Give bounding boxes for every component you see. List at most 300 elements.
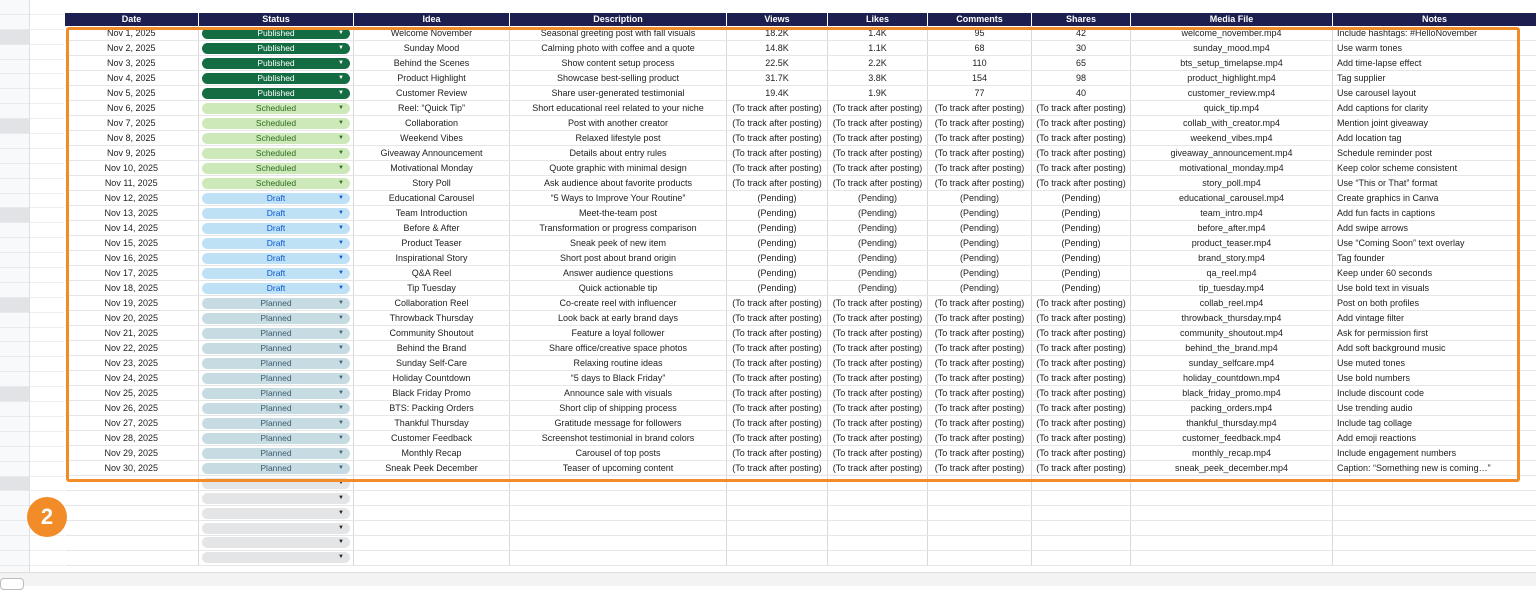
dropdown-arrow-icon[interactable]: ▼ (338, 373, 344, 384)
comments-cell[interactable]: (To track after posting) (928, 326, 1032, 341)
empty-cell[interactable] (1131, 476, 1333, 491)
comments-cell[interactable]: (To track after posting) (928, 416, 1032, 431)
status-cell[interactable] (199, 251, 354, 266)
empty-cell[interactable] (65, 506, 199, 521)
empty-cell[interactable] (928, 476, 1032, 491)
dropdown-arrow-icon[interactable]: ▼ (338, 103, 344, 114)
status-cell[interactable] (199, 116, 354, 131)
comments-cell[interactable]: (Pending) (928, 206, 1032, 221)
dropdown-arrow-icon[interactable]: ▼ (338, 118, 344, 129)
shares-cell[interactable]: (Pending) (1032, 206, 1131, 221)
description-cell[interactable]: Calming photo with coffee and a quote (510, 41, 727, 56)
idea-cell[interactable]: Reel: “Quick Tip” (354, 101, 510, 116)
comments-cell[interactable]: (Pending) (928, 221, 1032, 236)
date-cell[interactable]: Nov 29, 2025 (65, 446, 199, 461)
empty-cell[interactable] (727, 491, 828, 506)
media-file-cell[interactable]: product_highlight.mp4 (1131, 71, 1333, 86)
views-cell[interactable]: (Pending) (727, 191, 828, 206)
empty-cell[interactable] (1032, 476, 1131, 491)
shares-cell[interactable]: (To track after posting) (1032, 296, 1131, 311)
status-dropdown[interactable] (202, 58, 350, 69)
shares-cell[interactable]: (Pending) (1032, 251, 1131, 266)
views-cell[interactable]: (To track after posting) (727, 311, 828, 326)
likes-cell[interactable]: (To track after posting) (828, 401, 928, 416)
notes-cell[interactable]: Tag supplier (1333, 71, 1536, 86)
idea-cell[interactable]: Holiday Countdown (354, 371, 510, 386)
shares-cell[interactable]: (To track after posting) (1032, 416, 1131, 431)
status-cell[interactable] (199, 56, 354, 71)
shares-cell[interactable]: (Pending) (1032, 191, 1131, 206)
views-cell[interactable]: (To track after posting) (727, 176, 828, 191)
status-cell[interactable] (199, 236, 354, 251)
description-cell[interactable]: Teaser of upcoming content (510, 461, 727, 476)
date-cell[interactable]: Nov 16, 2025 (65, 251, 199, 266)
comments-cell[interactable]: (To track after posting) (928, 131, 1032, 146)
media-file-cell[interactable]: quick_tip.mp4 (1131, 101, 1333, 116)
idea-cell[interactable]: Tip Tuesday (354, 281, 510, 296)
shares-cell[interactable]: (Pending) (1032, 221, 1131, 236)
empty-cell[interactable] (828, 550, 928, 565)
description-cell[interactable]: Carousel of top posts (510, 446, 727, 461)
media-file-cell[interactable]: black_friday_promo.mp4 (1131, 386, 1333, 401)
status-dropdown[interactable] (202, 388, 350, 399)
likes-cell[interactable]: (To track after posting) (828, 311, 928, 326)
column-header-comments[interactable]: Comments (928, 13, 1032, 26)
empty-cell[interactable] (199, 476, 354, 491)
status-dropdown[interactable] (202, 28, 350, 39)
empty-cell[interactable] (510, 521, 727, 536)
views-cell[interactable]: (To track after posting) (727, 386, 828, 401)
media-file-cell[interactable]: brand_story.mp4 (1131, 251, 1333, 266)
status-dropdown[interactable] (202, 552, 350, 563)
date-cell[interactable]: Nov 11, 2025 (65, 176, 199, 191)
date-cell[interactable]: Nov 12, 2025 (65, 191, 199, 206)
empty-cell[interactable] (828, 535, 928, 550)
shares-cell[interactable]: (To track after posting) (1032, 311, 1131, 326)
empty-cell[interactable] (1333, 476, 1536, 491)
idea-cell[interactable]: Motivational Monday (354, 161, 510, 176)
column-header-notes[interactable]: Notes (1333, 13, 1536, 26)
empty-cell[interactable] (510, 550, 727, 565)
description-cell[interactable]: Share user-generated testimonial (510, 86, 727, 101)
media-file-cell[interactable]: bts_setup_timelapse.mp4 (1131, 56, 1333, 71)
empty-cell[interactable] (354, 476, 510, 491)
status-dropdown[interactable] (202, 523, 350, 534)
shares-cell[interactable]: (To track after posting) (1032, 401, 1131, 416)
status-cell[interactable] (199, 401, 354, 416)
likes-cell[interactable]: (To track after posting) (828, 356, 928, 371)
media-file-cell[interactable]: customer_feedback.mp4 (1131, 431, 1333, 446)
status-cell[interactable] (199, 341, 354, 356)
status-cell[interactable] (199, 86, 354, 101)
idea-cell[interactable]: Collaboration (354, 116, 510, 131)
empty-cell[interactable] (928, 535, 1032, 550)
dropdown-arrow-icon[interactable]: ▼ (338, 28, 344, 39)
views-cell[interactable]: 19.4K (727, 86, 828, 101)
status-dropdown[interactable] (202, 103, 350, 114)
dropdown-arrow-icon[interactable]: ▼ (338, 433, 344, 444)
likes-cell[interactable]: (To track after posting) (828, 326, 928, 341)
views-cell[interactable]: (Pending) (727, 236, 828, 251)
comments-cell[interactable]: 154 (928, 71, 1032, 86)
status-cell[interactable] (199, 266, 354, 281)
status-dropdown[interactable] (202, 163, 350, 174)
likes-cell[interactable]: 1.4K (828, 26, 928, 41)
comments-cell[interactable]: (To track after posting) (928, 356, 1032, 371)
status-dropdown[interactable] (202, 43, 350, 54)
likes-cell[interactable]: (Pending) (828, 251, 928, 266)
media-file-cell[interactable]: collab_reel.mp4 (1131, 296, 1333, 311)
status-dropdown[interactable] (202, 73, 350, 84)
date-cell[interactable]: Nov 14, 2025 (65, 221, 199, 236)
notes-cell[interactable]: Include discount code (1333, 386, 1536, 401)
date-cell[interactable]: Nov 27, 2025 (65, 416, 199, 431)
empty-cell[interactable] (828, 491, 928, 506)
status-dropdown[interactable] (202, 88, 350, 99)
status-cell[interactable] (199, 371, 354, 386)
date-cell[interactable]: Nov 9, 2025 (65, 146, 199, 161)
status-dropdown[interactable] (202, 298, 350, 309)
notes-cell[interactable]: Add time-lapse effect (1333, 56, 1536, 71)
status-cell[interactable] (199, 101, 354, 116)
column-header-likes[interactable]: Likes (828, 13, 928, 26)
views-cell[interactable]: (To track after posting) (727, 326, 828, 341)
views-cell[interactable]: (Pending) (727, 266, 828, 281)
status-dropdown[interactable] (202, 253, 350, 264)
status-dropdown[interactable] (202, 433, 350, 444)
views-cell[interactable]: (To track after posting) (727, 161, 828, 176)
idea-cell[interactable]: Before & After (354, 221, 510, 236)
idea-cell[interactable]: Black Friday Promo (354, 386, 510, 401)
media-file-cell[interactable]: sunday_selfcare.mp4 (1131, 356, 1333, 371)
dropdown-arrow-icon[interactable]: ▼ (338, 193, 344, 204)
notes-cell[interactable]: Use carousel layout (1333, 86, 1536, 101)
description-cell[interactable]: Co-create reel with influencer (510, 296, 727, 311)
idea-cell[interactable]: Welcome November (354, 26, 510, 41)
comments-cell[interactable]: (Pending) (928, 191, 1032, 206)
empty-cell[interactable] (1032, 506, 1131, 521)
idea-cell[interactable]: Community Shoutout (354, 326, 510, 341)
idea-cell[interactable]: Monthly Recap (354, 446, 510, 461)
notes-cell[interactable]: Use trending audio (1333, 401, 1536, 416)
description-cell[interactable]: Gratitude message for followers (510, 416, 727, 431)
views-cell[interactable]: 31.7K (727, 71, 828, 86)
status-dropdown[interactable] (202, 373, 350, 384)
shares-cell[interactable]: (To track after posting) (1032, 131, 1131, 146)
dropdown-arrow-icon[interactable]: ▼ (338, 388, 344, 399)
date-cell[interactable]: Nov 22, 2025 (65, 341, 199, 356)
media-file-cell[interactable]: packing_orders.mp4 (1131, 401, 1333, 416)
empty-cell[interactable] (65, 535, 199, 550)
description-cell[interactable]: Screenshot testimonial in brand colors (510, 431, 727, 446)
shares-cell[interactable]: (To track after posting) (1032, 146, 1131, 161)
status-cell[interactable] (199, 416, 354, 431)
likes-cell[interactable]: (Pending) (828, 221, 928, 236)
likes-cell[interactable]: (To track after posting) (828, 386, 928, 401)
views-cell[interactable]: (To track after posting) (727, 341, 828, 356)
empty-cell[interactable] (727, 476, 828, 491)
empty-cell[interactable] (828, 506, 928, 521)
empty-cell[interactable] (1333, 506, 1536, 521)
empty-cell[interactable] (65, 521, 199, 536)
dropdown-arrow-icon[interactable]: ▼ (338, 253, 344, 264)
comments-cell[interactable]: (To track after posting) (928, 101, 1032, 116)
comments-cell[interactable]: (To track after posting) (928, 296, 1032, 311)
notes-cell[interactable]: Use “Coming Soon” text overlay (1333, 236, 1536, 251)
likes-cell[interactable]: (To track after posting) (828, 176, 928, 191)
comments-cell[interactable]: (To track after posting) (928, 311, 1032, 326)
views-cell[interactable]: (To track after posting) (727, 101, 828, 116)
comments-cell[interactable]: (To track after posting) (928, 146, 1032, 161)
description-cell[interactable]: Short clip of shipping process (510, 401, 727, 416)
date-cell[interactable]: Nov 18, 2025 (65, 281, 199, 296)
idea-cell[interactable]: Customer Feedback (354, 431, 510, 446)
empty-cell[interactable] (354, 535, 510, 550)
likes-cell[interactable]: (To track after posting) (828, 431, 928, 446)
date-cell[interactable]: Nov 3, 2025 (65, 56, 199, 71)
shares-cell[interactable]: (To track after posting) (1032, 386, 1131, 401)
date-cell[interactable]: Nov 5, 2025 (65, 86, 199, 101)
status-cell[interactable] (199, 71, 354, 86)
shares-cell[interactable]: (To track after posting) (1032, 371, 1131, 386)
sheet-tab-button[interactable] (0, 578, 24, 590)
notes-cell[interactable]: Create graphics in Canva (1333, 191, 1536, 206)
views-cell[interactable]: (To track after posting) (727, 371, 828, 386)
status-dropdown[interactable] (202, 463, 350, 474)
views-cell[interactable]: (To track after posting) (727, 431, 828, 446)
empty-cell[interactable] (727, 550, 828, 565)
views-cell[interactable]: (To track after posting) (727, 116, 828, 131)
empty-cell[interactable] (928, 506, 1032, 521)
dropdown-arrow-icon[interactable]: ▼ (338, 268, 344, 279)
description-cell[interactable]: Sneak peek of new item (510, 236, 727, 251)
comments-cell[interactable]: (To track after posting) (928, 341, 1032, 356)
column-header-media-file[interactable]: Media File (1131, 13, 1333, 26)
notes-cell[interactable]: Add vintage filter (1333, 311, 1536, 326)
shares-cell[interactable]: (Pending) (1032, 266, 1131, 281)
shares-cell[interactable]: (To track after posting) (1032, 101, 1131, 116)
media-file-cell[interactable]: throwback_thursday.mp4 (1131, 311, 1333, 326)
dropdown-arrow-icon[interactable]: ▼ (338, 178, 344, 189)
notes-cell[interactable]: Use bold text in visuals (1333, 281, 1536, 296)
empty-cell[interactable] (65, 550, 199, 565)
likes-cell[interactable]: (Pending) (828, 281, 928, 296)
date-cell[interactable]: Nov 15, 2025 (65, 236, 199, 251)
notes-cell[interactable]: Add location tag (1333, 131, 1536, 146)
empty-cell[interactable] (1032, 535, 1131, 550)
empty-cell[interactable] (1333, 521, 1536, 536)
status-cell[interactable] (199, 386, 354, 401)
notes-cell[interactable]: Add fun facts in captions (1333, 206, 1536, 221)
idea-cell[interactable]: Giveaway Announcement (354, 146, 510, 161)
comments-cell[interactable]: (Pending) (928, 266, 1032, 281)
comments-cell[interactable]: (Pending) (928, 236, 1032, 251)
status-cell[interactable] (199, 281, 354, 296)
likes-cell[interactable]: (To track after posting) (828, 341, 928, 356)
empty-cell[interactable] (727, 506, 828, 521)
likes-cell[interactable]: (To track after posting) (828, 116, 928, 131)
status-cell[interactable] (199, 191, 354, 206)
likes-cell[interactable]: (Pending) (828, 191, 928, 206)
status-dropdown[interactable] (202, 358, 350, 369)
description-cell[interactable]: Look back at early brand days (510, 311, 727, 326)
likes-cell[interactable]: (To track after posting) (828, 371, 928, 386)
shares-cell[interactable]: (To track after posting) (1032, 116, 1131, 131)
comments-cell[interactable]: (To track after posting) (928, 116, 1032, 131)
notes-cell[interactable]: Tag founder (1333, 251, 1536, 266)
comments-cell[interactable]: (To track after posting) (928, 176, 1032, 191)
media-file-cell[interactable]: behind_the_brand.mp4 (1131, 341, 1333, 356)
idea-cell[interactable]: Sunday Mood (354, 41, 510, 56)
description-cell[interactable]: Meet-the-team post (510, 206, 727, 221)
media-file-cell[interactable]: motivational_monday.mp4 (1131, 161, 1333, 176)
views-cell[interactable]: (To track after posting) (727, 461, 828, 476)
date-cell[interactable]: Nov 6, 2025 (65, 101, 199, 116)
empty-cell[interactable] (828, 521, 928, 536)
description-cell[interactable]: Post with another creator (510, 116, 727, 131)
status-cell[interactable] (199, 356, 354, 371)
status-dropdown[interactable] (202, 223, 350, 234)
shares-cell[interactable]: 65 (1032, 56, 1131, 71)
dropdown-arrow-icon[interactable]: ▼ (338, 313, 344, 324)
views-cell[interactable]: (To track after posting) (727, 416, 828, 431)
description-cell[interactable]: Relaxing routine ideas (510, 356, 727, 371)
comments-cell[interactable]: (To track after posting) (928, 386, 1032, 401)
column-header-views[interactable]: Views (727, 13, 828, 26)
date-cell[interactable]: Nov 25, 2025 (65, 386, 199, 401)
empty-cell[interactable] (65, 476, 199, 491)
status-cell[interactable] (199, 176, 354, 191)
media-file-cell[interactable]: story_poll.mp4 (1131, 176, 1333, 191)
likes-cell[interactable]: 2.2K (828, 56, 928, 71)
description-cell[interactable]: Showcase best-selling product (510, 71, 727, 86)
notes-cell[interactable]: Add emoji reactions (1333, 431, 1536, 446)
idea-cell[interactable]: Sunday Self-Care (354, 356, 510, 371)
views-cell[interactable]: (Pending) (727, 206, 828, 221)
status-dropdown[interactable] (202, 283, 350, 294)
date-cell[interactable]: Nov 20, 2025 (65, 311, 199, 326)
status-cell[interactable] (199, 161, 354, 176)
status-dropdown[interactable] (202, 478, 350, 489)
idea-cell[interactable]: Sneak Peek December (354, 461, 510, 476)
notes-cell[interactable]: Add captions for clarity (1333, 101, 1536, 116)
empty-cell[interactable] (1131, 550, 1333, 565)
media-file-cell[interactable]: collab_with_creator.mp4 (1131, 116, 1333, 131)
comments-cell[interactable]: (Pending) (928, 281, 1032, 296)
shares-cell[interactable]: 30 (1032, 41, 1131, 56)
comments-cell[interactable]: 68 (928, 41, 1032, 56)
date-cell[interactable]: Nov 7, 2025 (65, 116, 199, 131)
shares-cell[interactable]: (To track after posting) (1032, 176, 1131, 191)
empty-cell[interactable] (199, 491, 354, 506)
likes-cell[interactable]: (To track after posting) (828, 296, 928, 311)
notes-cell[interactable]: Keep color scheme consistent (1333, 161, 1536, 176)
views-cell[interactable]: (To track after posting) (727, 131, 828, 146)
idea-cell[interactable]: Thankful Thursday (354, 416, 510, 431)
notes-cell[interactable]: Use bold numbers (1333, 371, 1536, 386)
status-cell[interactable] (199, 221, 354, 236)
notes-cell[interactable]: Include hashtags: #HelloNovember (1333, 26, 1536, 41)
likes-cell[interactable]: (To track after posting) (828, 146, 928, 161)
views-cell[interactable]: (To track after posting) (727, 446, 828, 461)
empty-cell[interactable] (727, 521, 828, 536)
empty-cell[interactable] (1131, 535, 1333, 550)
notes-cell[interactable]: Post on both profiles (1333, 296, 1536, 311)
dropdown-arrow-icon[interactable]: ▼ (338, 88, 344, 99)
comments-cell[interactable]: (Pending) (928, 251, 1032, 266)
column-header-shares[interactable]: Shares (1032, 13, 1131, 26)
shares-cell[interactable]: 40 (1032, 86, 1131, 101)
empty-cell[interactable] (199, 521, 354, 536)
likes-cell[interactable]: (Pending) (828, 266, 928, 281)
status-dropdown[interactable] (202, 148, 350, 159)
description-cell[interactable]: Feature a loyal follower (510, 326, 727, 341)
status-dropdown[interactable] (202, 238, 350, 249)
column-header-description[interactable]: Description (510, 13, 727, 26)
idea-cell[interactable]: Story Poll (354, 176, 510, 191)
shares-cell[interactable]: (Pending) (1032, 281, 1131, 296)
comments-cell[interactable]: (To track after posting) (928, 431, 1032, 446)
media-file-cell[interactable]: before_after.mp4 (1131, 221, 1333, 236)
status-dropdown[interactable] (202, 208, 350, 219)
status-dropdown[interactable] (202, 493, 350, 504)
date-cell[interactable]: Nov 17, 2025 (65, 266, 199, 281)
status-cell[interactable] (199, 41, 354, 56)
media-file-cell[interactable]: sneak_peek_december.mp4 (1131, 461, 1333, 476)
date-cell[interactable]: Nov 23, 2025 (65, 356, 199, 371)
media-file-cell[interactable]: monthly_recap.mp4 (1131, 446, 1333, 461)
dropdown-arrow-icon[interactable]: ▼ (338, 523, 344, 534)
dropdown-arrow-icon[interactable]: ▼ (338, 298, 344, 309)
empty-cell[interactable] (1333, 535, 1536, 550)
media-file-cell[interactable]: thankful_thursday.mp4 (1131, 416, 1333, 431)
notes-cell[interactable]: Mention joint giveaway (1333, 116, 1536, 131)
views-cell[interactable]: (Pending) (727, 251, 828, 266)
media-file-cell[interactable]: weekend_vibes.mp4 (1131, 131, 1333, 146)
idea-cell[interactable]: Throwback Thursday (354, 311, 510, 326)
idea-cell[interactable]: Behind the Brand (354, 341, 510, 356)
dropdown-arrow-icon[interactable]: ▼ (338, 448, 344, 459)
views-cell[interactable]: 14.8K (727, 41, 828, 56)
date-cell[interactable]: Nov 21, 2025 (65, 326, 199, 341)
dropdown-arrow-icon[interactable]: ▼ (338, 418, 344, 429)
empty-cell[interactable] (1032, 550, 1131, 565)
comments-cell[interactable]: 110 (928, 56, 1032, 71)
description-cell[interactable]: “5 Ways to Improve Your Routine” (510, 191, 727, 206)
empty-cell[interactable] (1333, 491, 1536, 506)
description-cell[interactable]: Answer audience questions (510, 266, 727, 281)
status-dropdown[interactable] (202, 448, 350, 459)
empty-cell[interactable] (928, 550, 1032, 565)
dropdown-arrow-icon[interactable]: ▼ (338, 163, 344, 174)
date-cell[interactable]: Nov 2, 2025 (65, 41, 199, 56)
empty-cell[interactable] (828, 476, 928, 491)
date-cell[interactable]: Nov 10, 2025 (65, 161, 199, 176)
status-dropdown[interactable] (202, 193, 350, 204)
comments-cell[interactable]: 77 (928, 86, 1032, 101)
empty-cell[interactable] (1131, 521, 1333, 536)
status-dropdown[interactable] (202, 343, 350, 354)
dropdown-arrow-icon[interactable]: ▼ (338, 358, 344, 369)
status-cell[interactable] (199, 326, 354, 341)
notes-cell[interactable]: Use muted tones (1333, 356, 1536, 371)
date-cell[interactable]: Nov 13, 2025 (65, 206, 199, 221)
dropdown-arrow-icon[interactable]: ▼ (338, 343, 344, 354)
dropdown-arrow-icon[interactable]: ▼ (338, 463, 344, 474)
description-cell[interactable]: Transformation or progress comparison (510, 221, 727, 236)
dropdown-arrow-icon[interactable]: ▼ (338, 238, 344, 249)
status-dropdown[interactable] (202, 313, 350, 324)
